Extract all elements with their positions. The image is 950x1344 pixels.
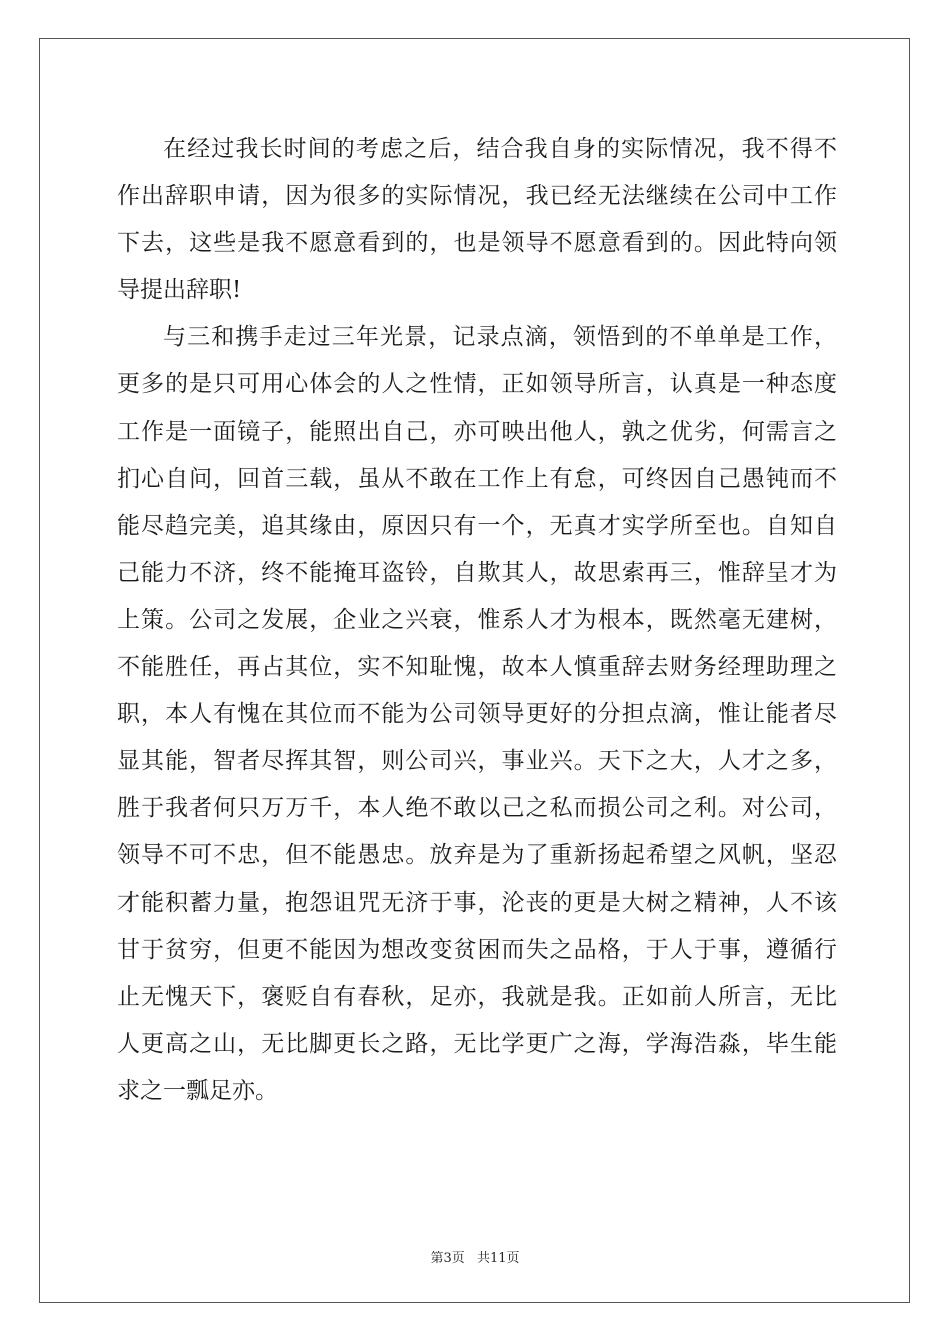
- text-line: 下去，这些是我不愿意看到的，也是领导不愿意看到的。因此特向领: [117, 230, 837, 257]
- text-line: 工作是一面镜子，能照出自己，亦可映出他人，孰之优劣，何需言之: [117, 418, 837, 445]
- text-line: 作出辞职申请，因为很多的实际情况，我已经无法继续在公司中工作: [117, 183, 837, 210]
- text-line: 扪心自问，回首三载，虽从不敢在工作上有怠，可终因自己愚钝而不: [117, 465, 837, 492]
- text-line: 不能胜任，再占其位，实不知耻愧，故本人慎重辞去财务经理助理之: [117, 654, 837, 681]
- page-number: 第3页: [430, 1251, 465, 1266]
- text-line: 能尽趋完美，追其缘由，原因只有一个，无真才实学所至也。自知自: [117, 512, 837, 539]
- document-body: [117, 126, 837, 1115]
- text-line: 导提出辞职!: [117, 277, 242, 304]
- text-line: 显其能，智者尽挥其智，则公司兴，事业兴。天下之大，人才之多，: [117, 748, 837, 775]
- text-line: 在经过我长时间的考虑之后，结合我自身的实际情况，我不得不: [163, 136, 837, 162]
- text-line: 领导不可不忠，但不能愚忠。放弃是为了重新扬起希望之风帆，坚忍: [117, 842, 837, 869]
- text-line: 才能积蓄力量，抱怨诅咒无济于事，沦丧的更是大树之精神，人不该: [117, 889, 837, 916]
- text-line: 止无愧天下，褒贬自有春秋，足亦，我就是我。正如前人所言，无比: [117, 983, 837, 1010]
- text-line: 与三和携手走过三年光景，记录点滴，领悟到的不单单是工作，: [163, 324, 837, 351]
- total-pages: 共11页: [476, 1251, 520, 1266]
- text-line: 人更高之山，无比脚更长之路，无比学更广之海，学海浩淼，毕生能: [117, 1030, 837, 1057]
- text-line: 上策。公司之发展，企业之兴衰，惟系人才为根本，既然毫无建树，: [117, 606, 837, 633]
- text-line: 己能力不济，终不能掩耳盗铃，自欺其人，故思索再三，惟辞呈才为: [117, 559, 837, 586]
- text-line: 甘于贫穷，但更不能因为想改变贫困而失之品格，于人于事，遵循行: [117, 936, 837, 963]
- text-line: 胜于我者何只万万千，本人绝不敢以己之私而损公司之利。对公司，: [117, 795, 837, 822]
- text-line: 职，本人有愧在其位而不能为公司领导更好的分担点滴，惟让能者尽: [117, 701, 837, 728]
- text-line: 更多的是只可用心体会的人之性情，正如领导所言，认真是一种态度: [117, 371, 837, 398]
- page-footer: [0, 1247, 950, 1266]
- text-line: 求之一瓢足亦。: [117, 1077, 278, 1104]
